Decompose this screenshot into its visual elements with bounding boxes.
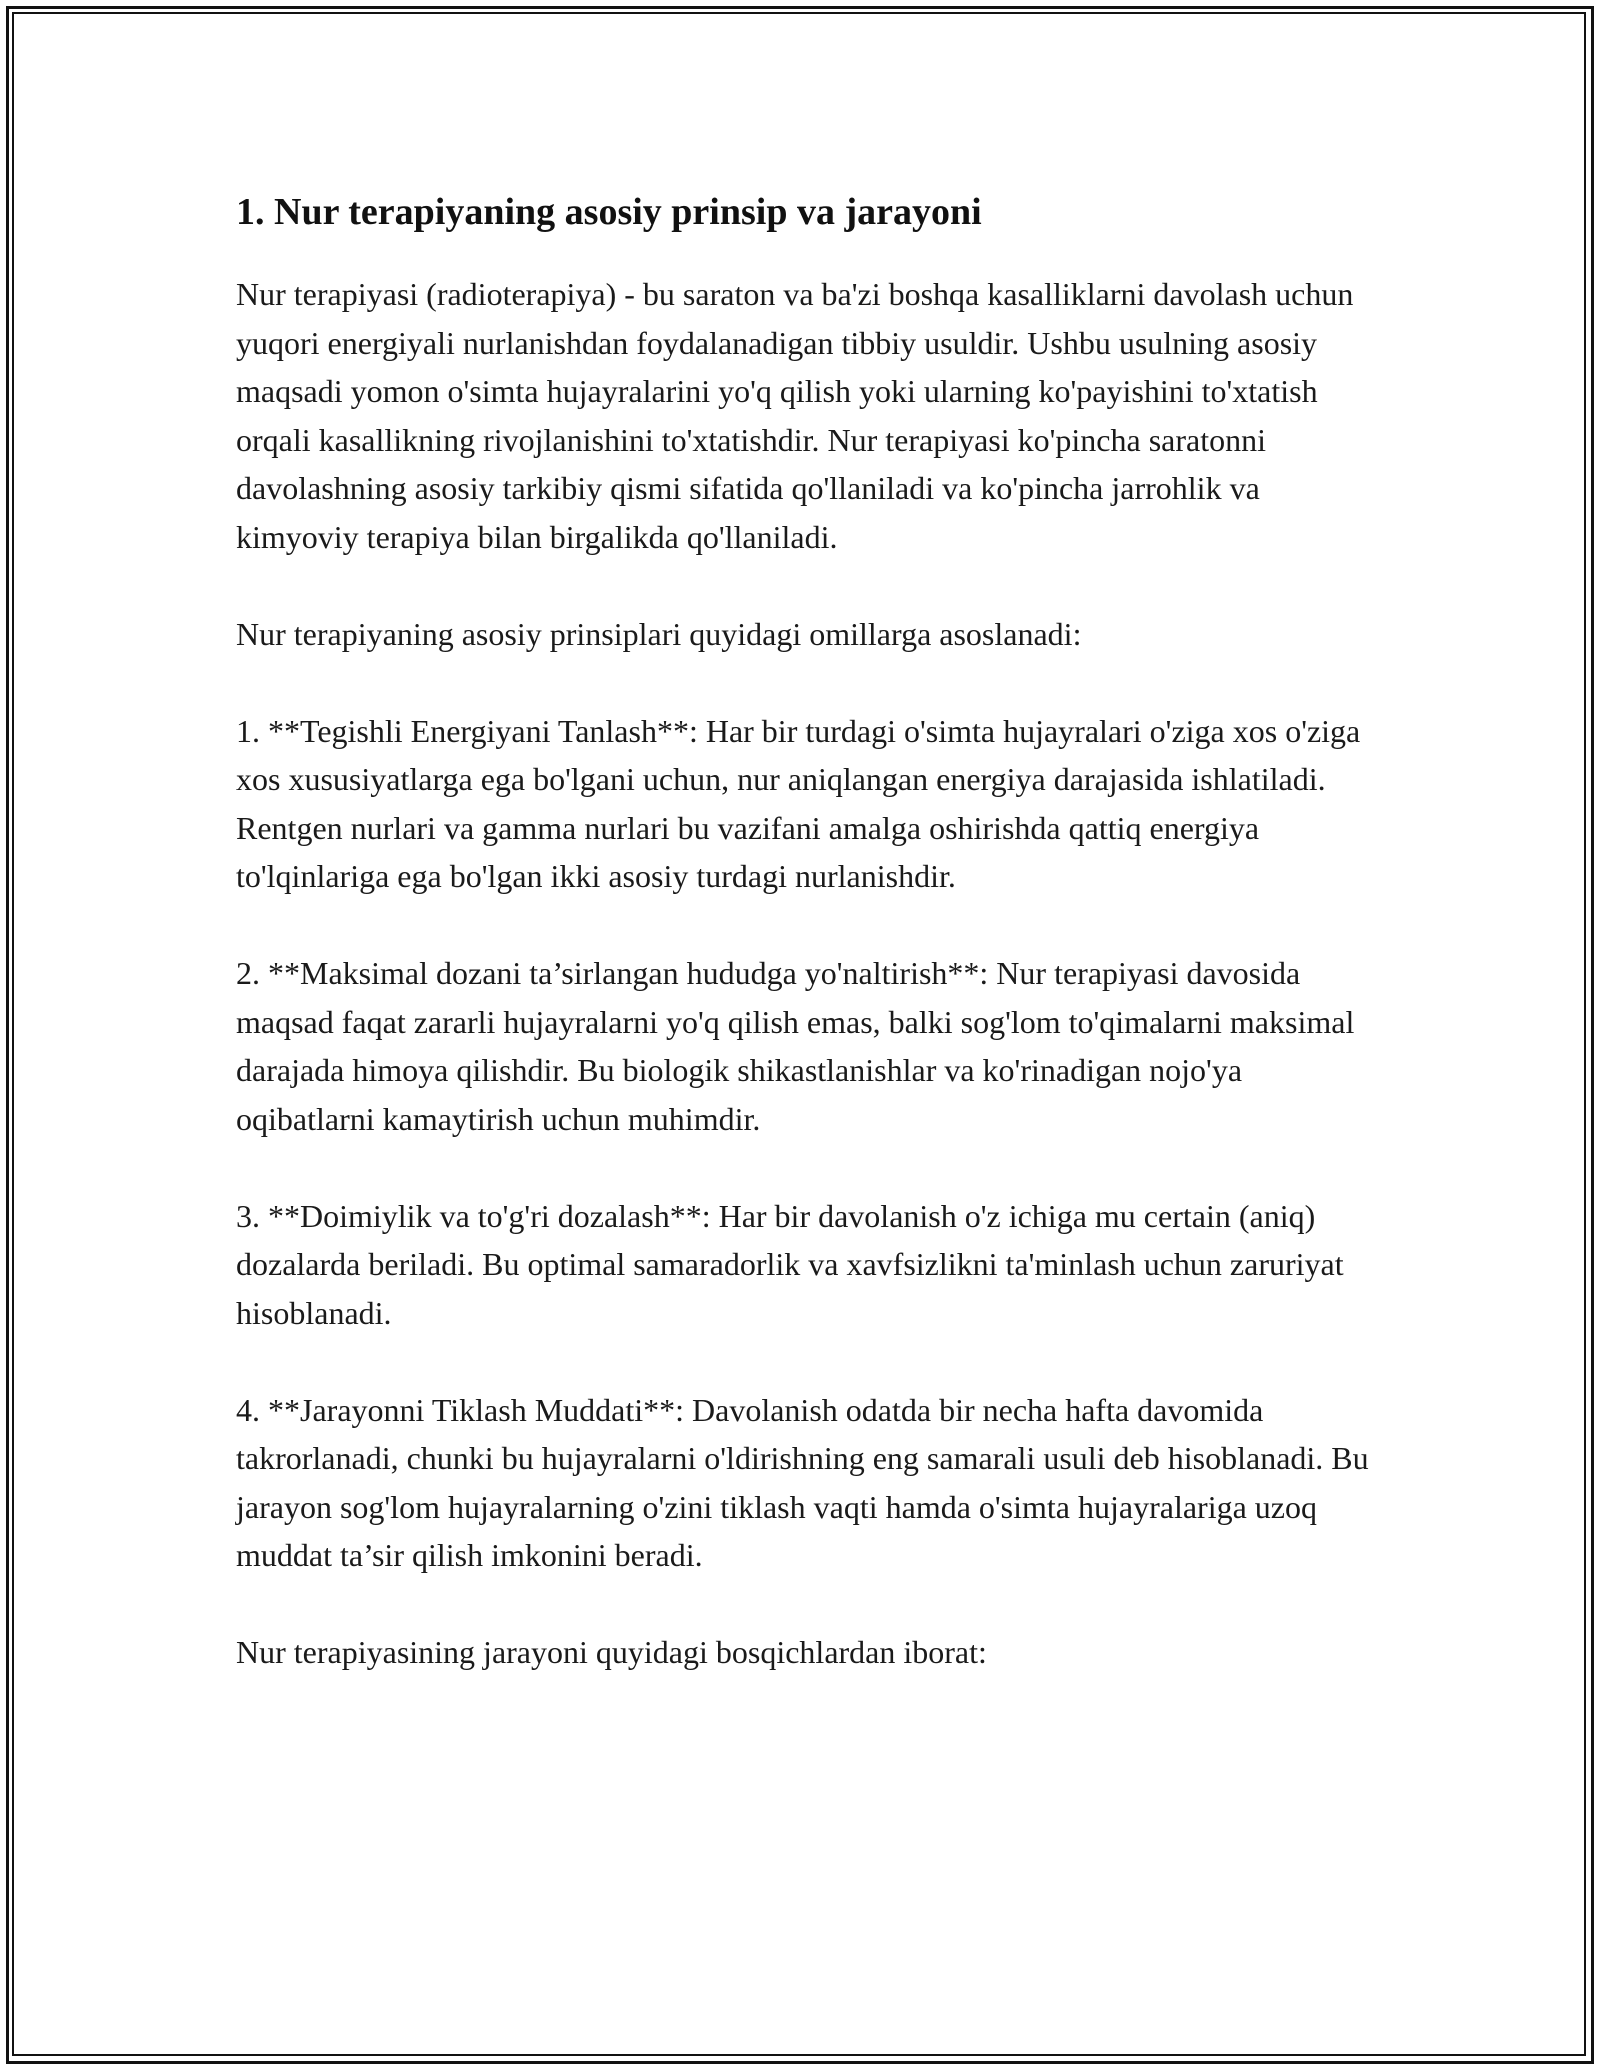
list-item-principle-1: 1. **Tegishli Energiyani Tanlash**: Har bir turdagi o'simta hujayralari o'ziga xos o'ziga xos xususiyatlarga ega bo'lgani uchun, nur aniqlangan energiya darajasida ishlatiladi. Rentgen nurlari va gamma nurlari bu vazifani amalga oshirishda qattiq energiya to'lqinlariga ega bo'lgan ikki asosiy turdagi nurlanishdir. <box>236 712 1361 894</box>
paragraph-intro: Nur terapiyasi (radioterapiya) - bu saraton va ba'zi boshqa kasalliklarni davolash uchun yuqori energiyali nurlanishdan foydalanadigan tibbiy usuldir. Ushbu usulning asosiy maqsadi yomon o'simta hujayralarini yo'q qilish yoki ularning ko'payishini to'xtatish orqali kasallikning rivojlanishini to'xtatishdir. Nur terapiyasi ko'pincha saratonni davolashning asosiy tarkibiy qismi sifatida qo'llaniladi va ko'pincha jarrohlik va kimyoviy terapiya bilan birgalikda qo'llaniladi. <box>236 276 1354 555</box>
paragraph-process-lead: Nur terapiyasining jarayoni quyidagi bosqichlardan iborat: <box>236 1634 987 1670</box>
paragraph-spacer <box>236 561 1372 610</box>
section-heading: 1. Nur terapiyaning asosiy prinsip va jarayoni <box>236 191 982 233</box>
list-item-principle-4: 4. **Jarayonni Tiklash Muddati**: Davolanish odatda bir necha hafta davomida takrorlanadi, chunki bu hujayralarni o'ldirishning eng samarali usuli deb hisoblanadi. Bu jarayon sog'lom hujayralarning o'zini tiklash vaqti hamda o'simta hujayralariga uzoq muddat ta’sir qilish imkonini beradi. <box>236 1391 1369 1573</box>
paragraph-principles-lead: Nur terapiyaning asosiy prinsiplari quyidagi omillarga asoslanadi: <box>236 615 1082 652</box>
paragraph-spacer <box>236 1143 1372 1192</box>
paragraph-spacer <box>236 901 1372 950</box>
list-item-principle-2: 2. **Maksimal dozani ta’sirlangan hududga yo'naltirish**: Nur terapiyasi davosida maqsad faqat zararli hujayralarni yo'q qilish emas, balki sog'lom to'qimalarni maksimal darajada himoya qilishdir. Bu biologik shikastlanishlar va ko'rinadigan nojo'ya oqibatlarni kamaytirish uchun muhimdir. <box>236 955 1355 1137</box>
paragraph-spacer <box>236 658 1372 707</box>
document-body <box>236 188 1372 1677</box>
paragraph-spacer <box>236 1580 1372 1629</box>
paragraph-spacer <box>236 1337 1372 1386</box>
list-item-principle-3: 3. **Doimiylik va to'g'ri dozalash**: Har bir davolanish o'z ichiga mu certain (aniq) dozalarda beriladi. Bu optimal samaradorlik va xavfsizlikni ta'minlash uchun zaruriyat hisoblanadi. <box>236 1197 1344 1331</box>
